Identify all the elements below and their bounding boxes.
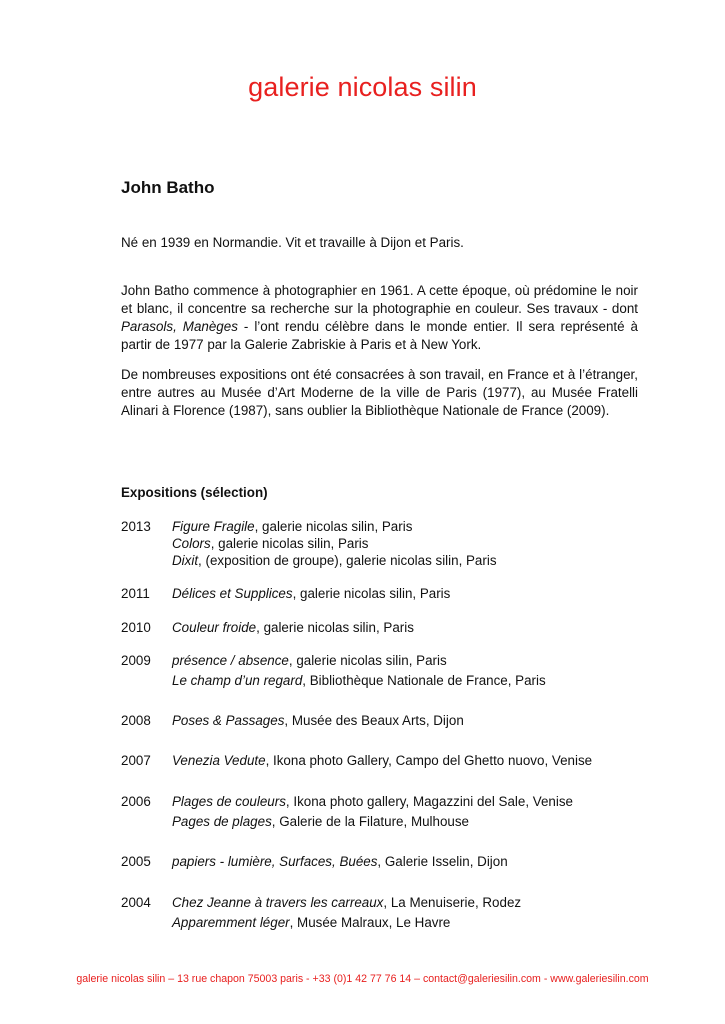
exhibition-title: présence / absence — [172, 653, 289, 668]
footer-contact: galerie nicolas silin – 13 rue chapon 75003 paris - +33 (0)1 42 77 76 14 – contact@galeriesilin.com - www.galeriesilin.com — [76, 973, 649, 985]
exhibition-venue: , Ikona photo Gallery, Campo del Ghetto nuovo, Venise — [265, 753, 593, 768]
exhibition-entry — [172, 712, 464, 729]
exhibition-venue: , (exposition de groupe), galerie nicolas silin, Paris — [198, 553, 497, 568]
exhibition-title: Plages de couleurs — [172, 794, 286, 809]
exhibition-entry — [172, 813, 469, 830]
year-2006: 2006 — [121, 794, 151, 809]
exhibition-venue: , galerie nicolas silin, Paris — [256, 620, 414, 635]
exhibition-entry — [172, 752, 592, 769]
exhibition-entry — [172, 585, 450, 602]
exhibition-title: Poses & Passages — [172, 713, 285, 728]
exhibition-venue: , galerie nicolas silin, Paris — [254, 519, 413, 534]
exhibition-title: Colors — [172, 536, 211, 551]
year-2005: 2005 — [121, 854, 151, 869]
exhibition-entry — [172, 535, 368, 552]
exhibition-entry — [172, 793, 573, 810]
year-2004: 2004 — [121, 895, 151, 910]
exhibition-venue: , galerie nicolas silin, Paris — [210, 536, 369, 551]
exhibition-title: Figure Fragile — [172, 519, 255, 534]
exhibition-entry — [172, 894, 521, 911]
exhibition-entry — [172, 914, 450, 931]
exhibition-entry — [172, 672, 546, 689]
exhibition-entry — [172, 619, 414, 636]
exhibition-venue: , La Menuiserie, Rodez — [383, 895, 522, 910]
exhibition-venue: , Musée Malraux, Le Havre — [289, 915, 451, 930]
exhibition-title: Le champ d’un regard — [172, 673, 303, 688]
gallery-brand-title: galerie nicolas silin — [248, 72, 477, 102]
artist-name: John Batho — [121, 178, 215, 197]
exhibition-venue: , galerie nicolas silin, Paris — [292, 586, 451, 601]
exhibition-title: Délices et Supplices — [172, 586, 293, 601]
exhibition-title: Pages de plages — [172, 814, 272, 829]
exhibition-venue: , Galerie de la Filature, Mulhouse — [271, 814, 470, 829]
artist-career-paragraph — [121, 282, 638, 354]
exhibition-venue: , galerie nicolas silin, Paris — [288, 653, 447, 668]
career-text-before: John Batho commence à photographier en 1961. A cette époque, où prédomine le noir et blanc, il concentre sa recherche sur la photographie en couleur. Ses travaux - dont — [121, 283, 638, 316]
artist-birth-info: Né en 1939 en Normandie. Vit et travaille à Dijon et Paris. — [121, 235, 464, 250]
exhibition-venue: , Ikona photo gallery, Magazzini del Sale, Venise — [285, 794, 573, 809]
year-2010: 2010 — [121, 620, 151, 635]
exhibition-entry — [172, 652, 447, 669]
artist-exhibitions-paragraph: De nombreuses expositions ont été consacrées à son travail, en France et à l’étranger, entre autres au Musée d’Art Moderne de la ville de Paris (1977), au Musée Fratelli Alinari à Florence (1987), sans oublier la Bibliothèque Nationale de France (2009). — [121, 367, 638, 418]
exhibition-venue: , Galerie Isselin, Dijon — [377, 854, 508, 869]
career-text-after: - l’ont rendu célèbre dans le monde entier. Il sera représenté à partir de 1977 par la Galerie Zabriskie à Paris et à New York. — [121, 319, 638, 352]
expositions-section-title: Expositions (sélection) — [121, 485, 268, 500]
exhibition-venue: , Musée des Beaux Arts, Dijon — [284, 713, 464, 728]
exhibition-entry — [172, 853, 508, 870]
year-2013: 2013 — [121, 519, 151, 534]
exhibition-title: Apparemment léger — [172, 915, 290, 930]
year-2009: 2009 — [121, 653, 151, 668]
year-2007: 2007 — [121, 753, 151, 768]
exhibition-title: Dixit — [172, 553, 199, 568]
exhibition-entry — [172, 552, 497, 569]
exhibition-title: Couleur froide — [172, 620, 257, 635]
exhibition-title: Venezia Vedute — [172, 753, 266, 768]
exhibition-entry — [172, 518, 412, 535]
year-2008: 2008 — [121, 713, 151, 728]
exhibition-venue: , Bibliothèque Nationale de France, Paris — [302, 673, 546, 688]
exhibition-title: papiers - lumière, Surfaces, Buées — [172, 854, 378, 869]
career-works-italic: Parasols, Manèges — [121, 319, 238, 334]
year-2011: 2011 — [121, 586, 150, 601]
exhibition-title: Chez Jeanne à travers les carreaux — [172, 895, 384, 910]
